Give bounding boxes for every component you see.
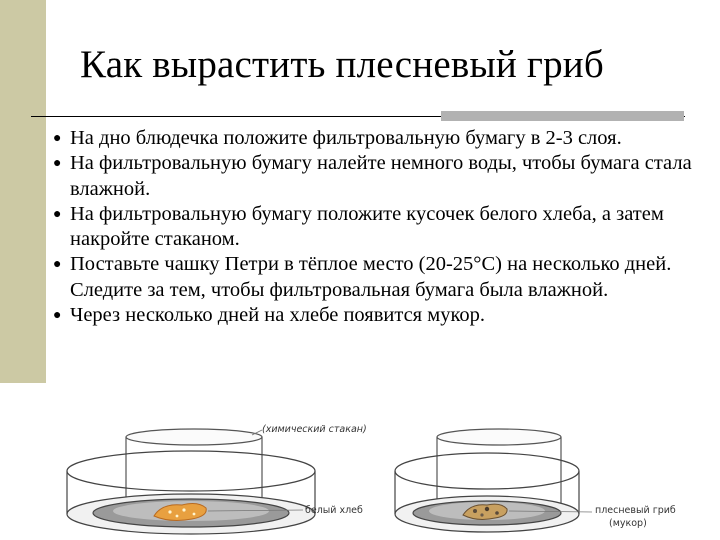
bullet-icon: ● bbox=[53, 206, 62, 222]
list-item bbox=[48, 202, 713, 253]
slide-title: Как вырастить плесневый гриб bbox=[80, 43, 604, 86]
list-item bbox=[48, 252, 713, 303]
list-item-text: На дно блюдечка положите фильтровальную бумагу в 2-3 слоя. bbox=[70, 127, 622, 149]
list-item-text: На фильтровальную бумагу налейте немного воды, чтобы бумага стала влажной. bbox=[70, 152, 692, 200]
instruction-list bbox=[48, 126, 713, 328]
petri-dish-drawing bbox=[67, 451, 315, 534]
petri-dish-bread-illustration bbox=[66, 415, 379, 535]
glass-label: (химический стакан) bbox=[262, 424, 367, 435]
petri-dish-drawing bbox=[395, 453, 579, 532]
bullet-icon: ● bbox=[53, 156, 62, 172]
list-item bbox=[48, 126, 713, 151]
list-item-text: Поставьте чашку Петри в тёплое место (20-25°С) на несколько дней. Следите за тем, чтобы фильтровальная бумага была влажной. bbox=[70, 253, 672, 301]
bread-label: белый хлеб bbox=[305, 505, 363, 516]
list-item bbox=[48, 303, 713, 328]
petri-dish-mold-illustration bbox=[387, 415, 687, 535]
list-item bbox=[48, 151, 713, 202]
fungus-sublabel: (мукор) bbox=[609, 518, 647, 529]
fungus-label: плесневый гриб bbox=[595, 505, 676, 516]
side-accent-bar bbox=[0, 0, 46, 383]
bullet-icon: ● bbox=[53, 131, 62, 146]
bullet-icon: ● bbox=[53, 257, 62, 273]
title-accent-bar bbox=[441, 111, 684, 121]
list-item-text: Через несколько дней на хлебе появится мукор. bbox=[70, 304, 485, 327]
list-item-text: На фильтровальную бумагу положите кусочек белого хлеба, а затем накройте стаканом. bbox=[70, 202, 664, 251]
bullet-icon: ● bbox=[53, 308, 62, 324]
